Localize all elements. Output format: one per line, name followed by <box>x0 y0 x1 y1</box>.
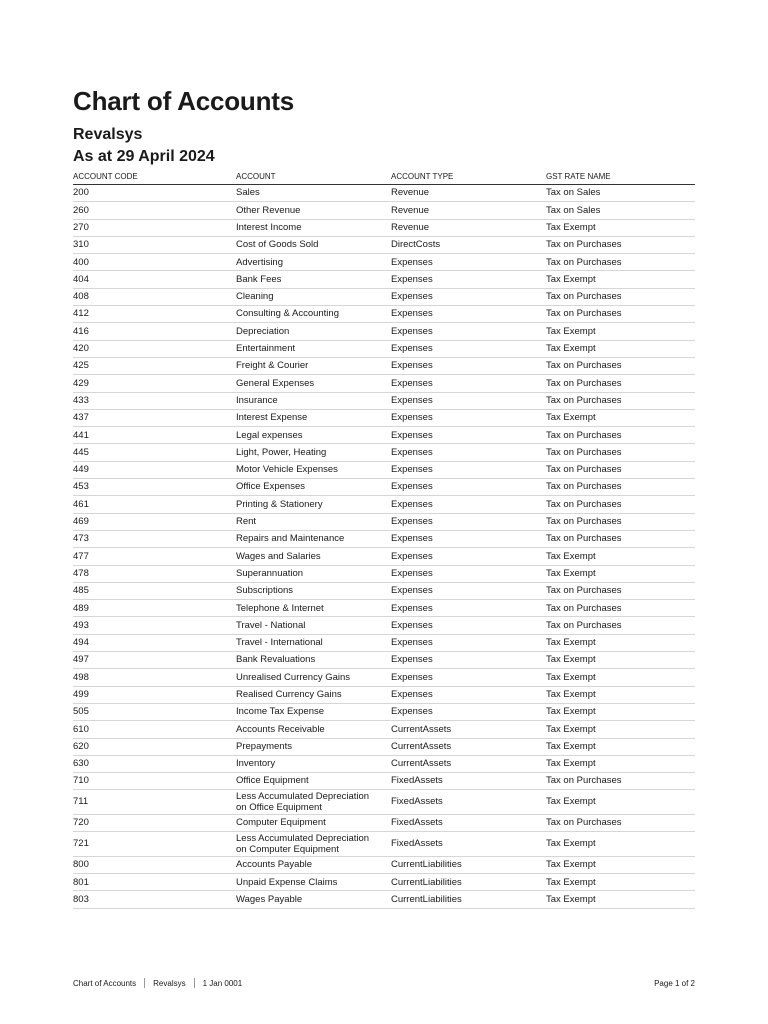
column-header-gst-rate-name: GST RATE NAME <box>546 168 695 185</box>
table-row <box>73 832 695 857</box>
page-footer <box>73 978 695 988</box>
account-type-cell: Expenses <box>391 427 546 444</box>
account-code-cell: 485 <box>73 582 236 599</box>
gst-rate-cell: Tax on Purchases <box>546 513 695 530</box>
account-type-cell: Expenses <box>391 530 546 547</box>
account-name-cell: Light, Power, Heating <box>236 444 391 461</box>
gst-rate-cell: Tax Exempt <box>546 323 695 340</box>
table-row <box>73 548 695 565</box>
gst-rate-cell: Tax on Purchases <box>546 617 695 634</box>
account-name-cell: Bank Revaluations <box>236 652 391 669</box>
account-code-cell: 499 <box>73 686 236 703</box>
table-row <box>73 634 695 651</box>
account-code-cell: 803 <box>73 891 236 908</box>
table-row <box>73 306 695 323</box>
gst-rate-cell: Tax on Purchases <box>546 392 695 409</box>
gst-rate-cell: Tax Exempt <box>546 634 695 651</box>
table-row <box>73 496 695 513</box>
account-type-cell: Expenses <box>391 703 546 720</box>
gst-rate-cell: Tax Exempt <box>546 874 695 891</box>
gst-rate-cell: Tax Exempt <box>546 832 695 857</box>
account-name-cell: Freight & Courier <box>236 357 391 374</box>
table-row <box>73 721 695 738</box>
accounts-table <box>73 168 695 909</box>
report-date: As at 29 April 2024 <box>73 148 215 165</box>
account-code-cell: 494 <box>73 634 236 651</box>
column-header-account-type: ACCOUNT TYPE <box>391 168 546 185</box>
account-name-cell: Office Equipment <box>236 773 391 790</box>
table-row <box>73 874 695 891</box>
account-type-cell: Expenses <box>391 357 546 374</box>
gst-rate-cell: Tax Exempt <box>546 548 695 565</box>
table-row <box>73 479 695 496</box>
account-type-cell: DirectCosts <box>391 236 546 253</box>
account-code-cell: 400 <box>73 254 236 271</box>
gst-rate-cell: Tax on Purchases <box>546 600 695 617</box>
account-code-cell: 478 <box>73 565 236 582</box>
account-code-cell: 200 <box>73 185 236 202</box>
table-row <box>73 219 695 236</box>
account-type-cell: Expenses <box>391 582 546 599</box>
account-name-cell: Less Accumulated Depreciation on Computer Equipment <box>236 832 391 857</box>
gst-rate-cell: Tax Exempt <box>546 856 695 873</box>
table-row <box>73 444 695 461</box>
table-row <box>73 582 695 599</box>
gst-rate-cell: Tax on Purchases <box>546 288 695 305</box>
table-row <box>73 814 695 831</box>
account-name-cell: Sales <box>236 185 391 202</box>
gst-rate-cell: Tax on Sales <box>546 185 695 202</box>
account-code-cell: 630 <box>73 755 236 772</box>
account-name-cell: Travel - National <box>236 617 391 634</box>
account-code-cell: 404 <box>73 271 236 288</box>
account-type-cell: Expenses <box>391 686 546 703</box>
account-type-cell: Expenses <box>391 634 546 651</box>
account-type-cell: Expenses <box>391 444 546 461</box>
account-name-cell: Advertising <box>236 254 391 271</box>
account-name-cell: Rent <box>236 513 391 530</box>
account-name-cell: Interest Income <box>236 219 391 236</box>
table-row <box>73 669 695 686</box>
account-name-cell: Insurance <box>236 392 391 409</box>
account-name-cell: Telephone & Internet <box>236 600 391 617</box>
account-name-cell: Less Accumulated Depreciation on Office Equipment <box>236 790 391 815</box>
account-code-cell: 437 <box>73 409 236 426</box>
account-type-cell: CurrentAssets <box>391 738 546 755</box>
account-type-cell: Expenses <box>391 548 546 565</box>
account-code-cell: 425 <box>73 357 236 374</box>
gst-rate-cell: Tax Exempt <box>546 652 695 669</box>
account-name-cell: Travel - International <box>236 634 391 651</box>
gst-rate-cell: Tax on Purchases <box>546 479 695 496</box>
table-header-row <box>73 168 695 185</box>
account-type-cell: Expenses <box>391 565 546 582</box>
account-name-cell: Interest Expense <box>236 409 391 426</box>
gst-rate-cell: Tax Exempt <box>546 409 695 426</box>
column-header-account-code: ACCOUNT CODE <box>73 168 236 185</box>
table-row <box>73 513 695 530</box>
report-title: Chart of Accounts <box>73 86 294 116</box>
account-type-cell: FixedAssets <box>391 832 546 857</box>
table-row <box>73 271 695 288</box>
account-type-cell: Expenses <box>391 617 546 634</box>
account-code-cell: 453 <box>73 479 236 496</box>
table-row <box>73 288 695 305</box>
account-code-cell: 710 <box>73 773 236 790</box>
account-type-cell: Expenses <box>391 600 546 617</box>
table-row <box>73 790 695 815</box>
account-code-cell: 469 <box>73 513 236 530</box>
table-row <box>73 340 695 357</box>
table-row <box>73 409 695 426</box>
account-type-cell: Expenses <box>391 409 546 426</box>
account-type-cell: Expenses <box>391 479 546 496</box>
account-code-cell: 441 <box>73 427 236 444</box>
gst-rate-cell: Tax on Purchases <box>546 496 695 513</box>
gst-rate-cell: Tax on Sales <box>546 202 695 219</box>
account-code-cell: 800 <box>73 856 236 873</box>
account-code-cell: 420 <box>73 340 236 357</box>
footer-divider <box>144 978 145 988</box>
account-type-cell: Revenue <box>391 185 546 202</box>
account-type-cell: CurrentLiabilities <box>391 891 546 908</box>
table-row <box>73 375 695 392</box>
gst-rate-cell: Tax Exempt <box>546 738 695 755</box>
account-name-cell: Income Tax Expense <box>236 703 391 720</box>
gst-rate-cell: Tax Exempt <box>546 219 695 236</box>
gst-rate-cell: Tax Exempt <box>546 686 695 703</box>
gst-rate-cell: Tax Exempt <box>546 271 695 288</box>
account-name-cell: Cost of Goods Sold <box>236 236 391 253</box>
account-name-cell: Consulting & Accounting <box>236 306 391 323</box>
table-row <box>73 185 695 202</box>
gst-rate-cell: Tax on Purchases <box>546 773 695 790</box>
table-row <box>73 254 695 271</box>
account-code-cell: 461 <box>73 496 236 513</box>
account-code-cell: 445 <box>73 444 236 461</box>
table-row <box>73 530 695 547</box>
account-name-cell: Bank Fees <box>236 271 391 288</box>
account-name-cell: General Expenses <box>236 375 391 392</box>
account-code-cell: 473 <box>73 530 236 547</box>
account-type-cell: Expenses <box>391 375 546 392</box>
gst-rate-cell: Tax on Purchases <box>546 306 695 323</box>
table-row <box>73 236 695 253</box>
account-name-cell: Computer Equipment <box>236 814 391 831</box>
footer-divider <box>194 978 195 988</box>
account-code-cell: 408 <box>73 288 236 305</box>
account-name-cell: Motor Vehicle Expenses <box>236 461 391 478</box>
account-type-cell: Expenses <box>391 340 546 357</box>
accounts-table-body <box>73 185 695 909</box>
gst-rate-cell: Tax on Purchases <box>546 254 695 271</box>
gst-rate-cell: Tax on Purchases <box>546 375 695 392</box>
account-type-cell: Expenses <box>391 306 546 323</box>
footer-organisation: Revalsys <box>153 978 186 988</box>
account-name-cell: Subscriptions <box>236 582 391 599</box>
account-name-cell: Realised Currency Gains <box>236 686 391 703</box>
account-code-cell: 489 <box>73 600 236 617</box>
account-code-cell: 497 <box>73 652 236 669</box>
account-code-cell: 721 <box>73 832 236 857</box>
gst-rate-cell: Tax Exempt <box>546 703 695 720</box>
account-code-cell: 505 <box>73 703 236 720</box>
account-type-cell: Expenses <box>391 323 546 340</box>
account-name-cell: Legal expenses <box>236 427 391 444</box>
footer-date: 1 Jan 0001 <box>202 978 243 988</box>
account-code-cell: 493 <box>73 617 236 634</box>
table-row <box>73 202 695 219</box>
table-row <box>73 427 695 444</box>
account-type-cell: Expenses <box>391 513 546 530</box>
account-code-cell: 477 <box>73 548 236 565</box>
gst-rate-cell: Tax on Purchases <box>546 814 695 831</box>
gst-rate-cell: Tax on Purchases <box>546 427 695 444</box>
gst-rate-cell: Tax on Purchases <box>546 444 695 461</box>
account-type-cell: Expenses <box>391 461 546 478</box>
table-row <box>73 738 695 755</box>
gst-rate-cell: Tax Exempt <box>546 669 695 686</box>
account-type-cell: CurrentLiabilities <box>391 856 546 873</box>
gst-rate-cell: Tax on Purchases <box>546 461 695 478</box>
account-code-cell: 433 <box>73 392 236 409</box>
table-row <box>73 357 695 374</box>
account-code-cell: 270 <box>73 219 236 236</box>
table-row <box>73 392 695 409</box>
account-type-cell: FixedAssets <box>391 790 546 815</box>
account-code-cell: 610 <box>73 721 236 738</box>
table-row <box>73 856 695 873</box>
gst-rate-cell: Tax Exempt <box>546 891 695 908</box>
account-code-cell: 260 <box>73 202 236 219</box>
account-name-cell: Other Revenue <box>236 202 391 219</box>
account-type-cell: Expenses <box>391 669 546 686</box>
table-row <box>73 323 695 340</box>
account-code-cell: 720 <box>73 814 236 831</box>
account-name-cell: Depreciation <box>236 323 391 340</box>
account-name-cell: Wages Payable <box>236 891 391 908</box>
account-type-cell: Expenses <box>391 271 546 288</box>
table-row <box>73 600 695 617</box>
account-type-cell: CurrentLiabilities <box>391 874 546 891</box>
account-type-cell: FixedAssets <box>391 814 546 831</box>
account-code-cell: 711 <box>73 790 236 815</box>
account-type-cell: CurrentAssets <box>391 755 546 772</box>
account-name-cell: Accounts Payable <box>236 856 391 873</box>
account-code-cell: 310 <box>73 236 236 253</box>
account-name-cell: Office Expenses <box>236 479 391 496</box>
account-code-cell: 801 <box>73 874 236 891</box>
account-name-cell: Unrealised Currency Gains <box>236 669 391 686</box>
account-code-cell: 429 <box>73 375 236 392</box>
gst-rate-cell: Tax on Purchases <box>546 236 695 253</box>
account-name-cell: Wages and Salaries <box>236 548 391 565</box>
table-row <box>73 773 695 790</box>
account-type-cell: Expenses <box>391 254 546 271</box>
account-name-cell: Cleaning <box>236 288 391 305</box>
account-code-cell: 412 <box>73 306 236 323</box>
gst-rate-cell: Tax Exempt <box>546 565 695 582</box>
account-code-cell: 416 <box>73 323 236 340</box>
table-row <box>73 617 695 634</box>
footer-page-number: Page 1 of 2 <box>654 978 695 988</box>
account-type-cell: Expenses <box>391 652 546 669</box>
table-row <box>73 565 695 582</box>
account-type-cell: Expenses <box>391 392 546 409</box>
table-row <box>73 652 695 669</box>
account-type-cell: FixedAssets <box>391 773 546 790</box>
table-row <box>73 686 695 703</box>
account-name-cell: Unpaid Expense Claims <box>236 874 391 891</box>
gst-rate-cell: Tax on Purchases <box>546 357 695 374</box>
account-code-cell: 498 <box>73 669 236 686</box>
account-code-cell: 620 <box>73 738 236 755</box>
account-name-cell: Printing & Stationery <box>236 496 391 513</box>
account-name-cell: Prepayments <box>236 738 391 755</box>
table-row <box>73 461 695 478</box>
account-name-cell: Repairs and Maintenance <box>236 530 391 547</box>
account-type-cell: Expenses <box>391 288 546 305</box>
footer-report-name: Chart of Accounts <box>73 978 137 988</box>
gst-rate-cell: Tax on Purchases <box>546 530 695 547</box>
account-code-cell: 449 <box>73 461 236 478</box>
gst-rate-cell: Tax Exempt <box>546 790 695 815</box>
organisation-name: Revalsys <box>73 126 143 143</box>
account-type-cell: Revenue <box>391 202 546 219</box>
gst-rate-cell: Tax Exempt <box>546 755 695 772</box>
gst-rate-cell: Tax Exempt <box>546 721 695 738</box>
account-name-cell: Superannuation <box>236 565 391 582</box>
account-type-cell: CurrentAssets <box>391 721 546 738</box>
column-header-account: ACCOUNT <box>236 168 391 185</box>
account-name-cell: Entertainment <box>236 340 391 357</box>
table-row <box>73 891 695 908</box>
account-name-cell: Accounts Receivable <box>236 721 391 738</box>
account-type-cell: Expenses <box>391 496 546 513</box>
table-row <box>73 755 695 772</box>
account-name-cell: Inventory <box>236 755 391 772</box>
account-type-cell: Revenue <box>391 219 546 236</box>
table-row <box>73 703 695 720</box>
gst-rate-cell: Tax on Purchases <box>546 582 695 599</box>
gst-rate-cell: Tax Exempt <box>546 340 695 357</box>
